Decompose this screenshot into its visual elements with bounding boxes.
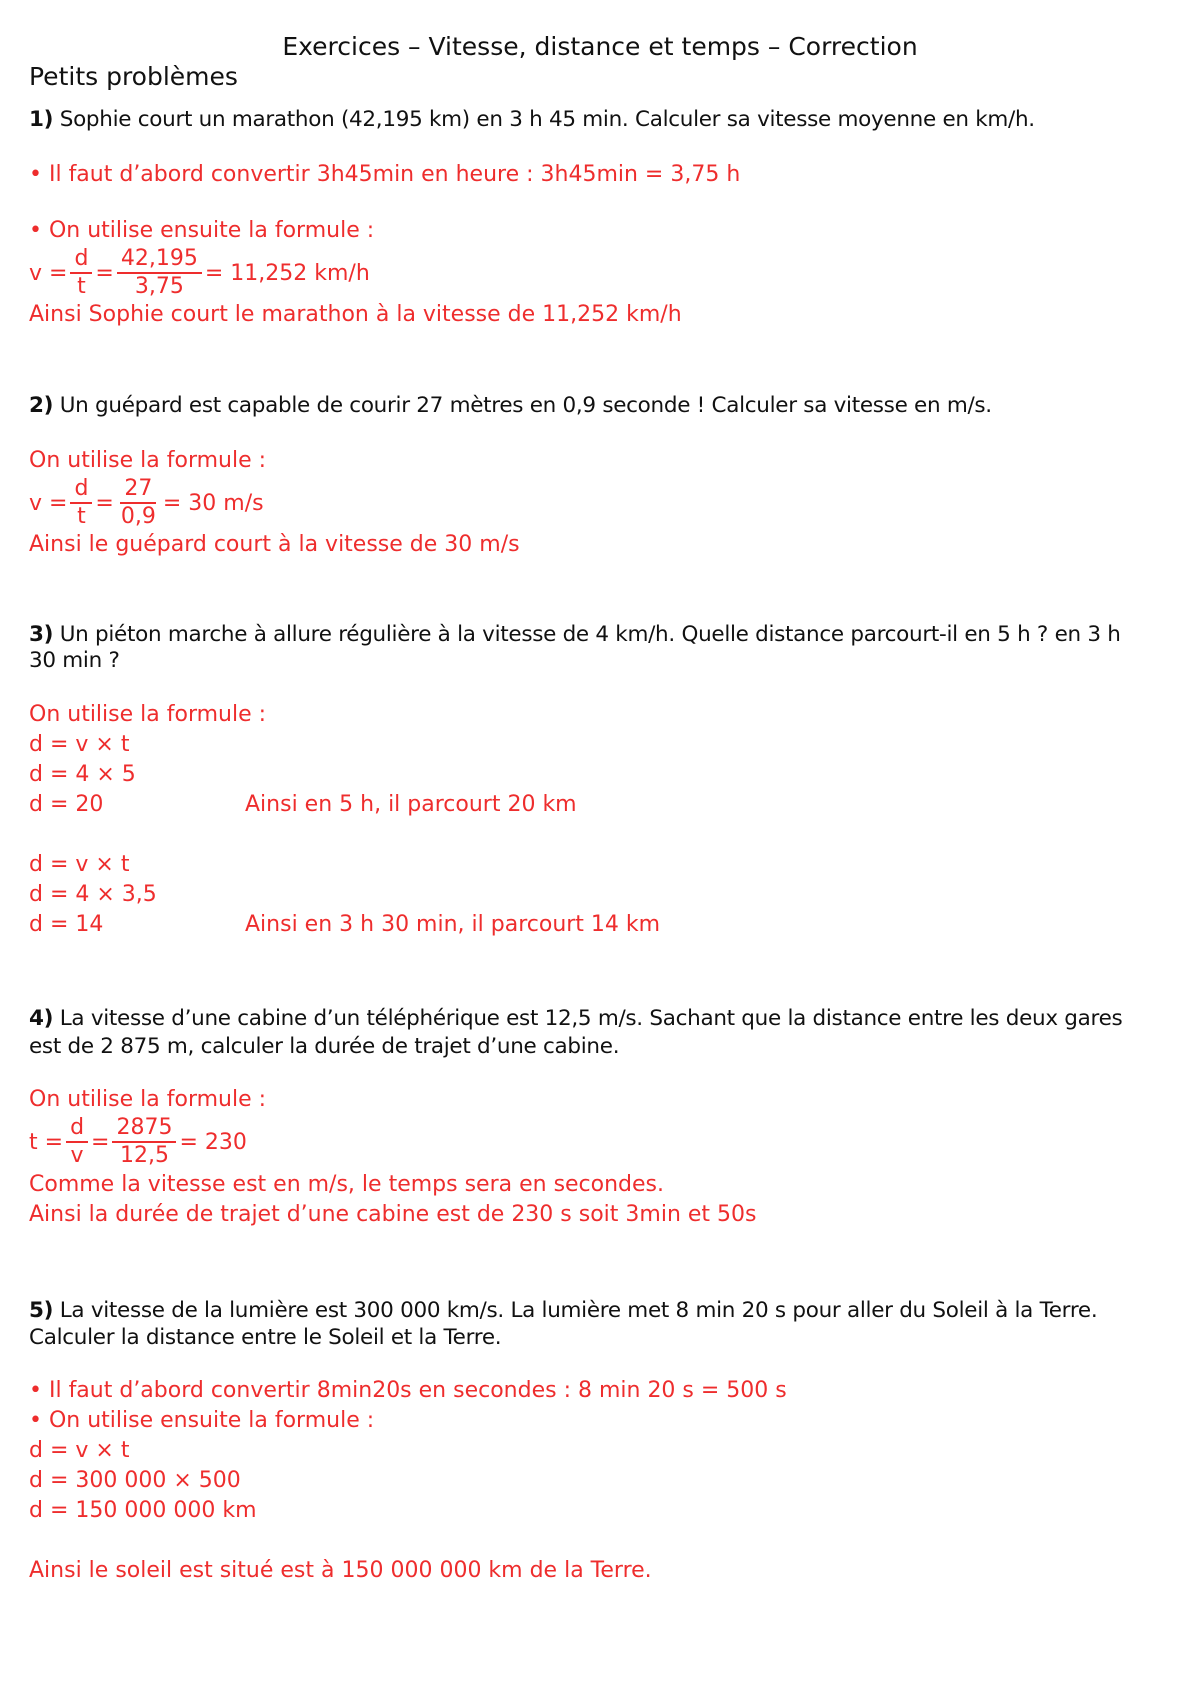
fraction-denominator: 0,9 — [120, 504, 156, 529]
fraction-denominator: t — [77, 274, 86, 299]
problem-5-statement — [29, 1297, 1097, 1325]
problem-3-text: Un piéton marche à allure régulière à la vitesse de 4 km/h. Quelle distance parcourt-il en 5 h ? en 3 h — [59, 622, 1121, 647]
problem-5-step-2: • On utilise ensuite la formule : — [29, 1408, 375, 1433]
problem-2-conclusion: Ainsi le guépard court à la vitesse de 30 m/s — [29, 532, 520, 557]
problem-1-equation — [29, 246, 370, 300]
page-title: Exercices – Vitesse, distance et temps – Correction — [282, 32, 918, 61]
fraction-numerator: 42,195 — [117, 246, 202, 274]
problem-4-conclusion: Ainsi la durée de trajet d’une cabine est de 230 s soit 3min et 50s — [29, 1202, 757, 1227]
fraction-denominator: 12,5 — [119, 1143, 169, 1168]
fraction-numerator: d — [66, 1115, 88, 1143]
problem-1-number: 1) — [29, 107, 54, 132]
fraction — [66, 1115, 88, 1169]
calc-line: d = v × t — [29, 852, 130, 877]
eq-rhs: = 230 — [179, 1129, 247, 1155]
problem-3-conclusion-b: Ainsi en 3 h 30 min, il parcourt 14 km — [245, 912, 661, 937]
fraction — [117, 476, 160, 530]
problem-1-text: Sophie court un marathon (42,195 km) en 3 h 45 min. Calculer sa vitesse moyenne en km/h. — [59, 107, 1035, 132]
eq-lhs: v = — [29, 260, 68, 286]
problem-5-text-cont: Calculer la distance entre le Soleil et la Terre. — [29, 1325, 502, 1350]
problem-5-text: La vitesse de la lumière est 300 000 km/s. La lumière met 8 min 20 s pour aller du Soleil à la Terre. — [59, 1298, 1098, 1323]
problem-1-statement — [29, 106, 1035, 134]
eq-rhs: = 11,252 km/h — [204, 260, 370, 286]
problem-3-text-cont: 30 min ? — [29, 648, 120, 673]
calc-line: d = 14 — [29, 912, 104, 937]
problem-4-equation — [29, 1115, 247, 1169]
problem-1-step-2: • On utilise ensuite la formule : — [29, 218, 375, 243]
fraction — [112, 1115, 176, 1169]
calc-line: d = v × t — [29, 1438, 130, 1463]
section-title: Petits problèmes — [29, 62, 238, 91]
fraction-denominator: t — [77, 504, 86, 529]
problem-2-step-1: On utilise la formule : — [29, 448, 267, 473]
problem-4-number: 4) — [29, 1006, 54, 1031]
problem-2-text: Un guépard est capable de courir 27 mètres en 0,9 seconde ! Calculer sa vitesse en m/s. — [59, 393, 992, 418]
problem-4-step-1: On utilise la formule : — [29, 1087, 267, 1112]
fraction-numerator: 2875 — [112, 1115, 176, 1143]
problem-3-conclusion-a: Ainsi en 5 h, il parcourt 20 km — [245, 792, 577, 817]
eq-rhs: = 30 m/s — [162, 490, 264, 516]
problem-2-number: 2) — [29, 393, 54, 418]
eq-mid: = — [95, 260, 114, 286]
fraction-numerator: d — [70, 246, 92, 274]
calc-line: d = 4 × 3,5 — [29, 882, 157, 907]
problem-2-statement — [29, 392, 992, 420]
fraction-numerator: d — [70, 476, 92, 504]
problem-5-conclusion: Ainsi le soleil est situé est à 150 000 000 km de la Terre. — [29, 1558, 652, 1583]
fraction — [70, 476, 92, 530]
eq-mid: = — [91, 1129, 110, 1155]
problem-1-conclusion: Ainsi Sophie court le marathon à la vitesse de 11,252 km/h — [29, 302, 682, 327]
problem-4-note: Comme la vitesse est en m/s, le temps sera en secondes. — [29, 1172, 665, 1197]
problem-2-equation — [29, 476, 264, 530]
problem-4-text: La vitesse d’une cabine d’un téléphérique est 12,5 m/s. Sachant que la distance entre les deux gares — [59, 1006, 1123, 1031]
problem-5-number: 5) — [29, 1298, 54, 1323]
problem-3-step-1: On utilise la formule : — [29, 702, 267, 727]
calc-line: d = 4 × 5 — [29, 762, 136, 787]
fraction-denominator: 3,75 — [134, 274, 184, 299]
problem-3-statement — [29, 621, 1121, 649]
fraction — [117, 246, 202, 300]
calc-line: d = 150 000 000 km — [29, 1498, 257, 1523]
eq-mid: = — [95, 490, 114, 516]
fraction-numerator: 27 — [120, 476, 156, 504]
eq-lhs: v = — [29, 490, 68, 516]
problem-3-number: 3) — [29, 622, 54, 647]
problem-5-step-1: • Il faut d’abord convertir 8min20s en secondes : 8 min 20 s = 500 s — [29, 1378, 787, 1403]
calc-line: d = 300 000 × 500 — [29, 1468, 241, 1493]
fraction-denominator: v — [70, 1143, 84, 1168]
problem-1-step-1: • Il faut d’abord convertir 3h45min en heure : 3h45min = 3,75 h — [29, 162, 741, 187]
fraction — [70, 246, 92, 300]
calc-line: d = 20 — [29, 792, 104, 817]
problem-4-statement — [29, 1005, 1122, 1033]
eq-lhs: t = — [29, 1129, 64, 1155]
problem-4-text-cont: est de 2 875 m, calculer la durée de trajet d’une cabine. — [29, 1034, 620, 1059]
calc-line: d = v × t — [29, 732, 130, 757]
